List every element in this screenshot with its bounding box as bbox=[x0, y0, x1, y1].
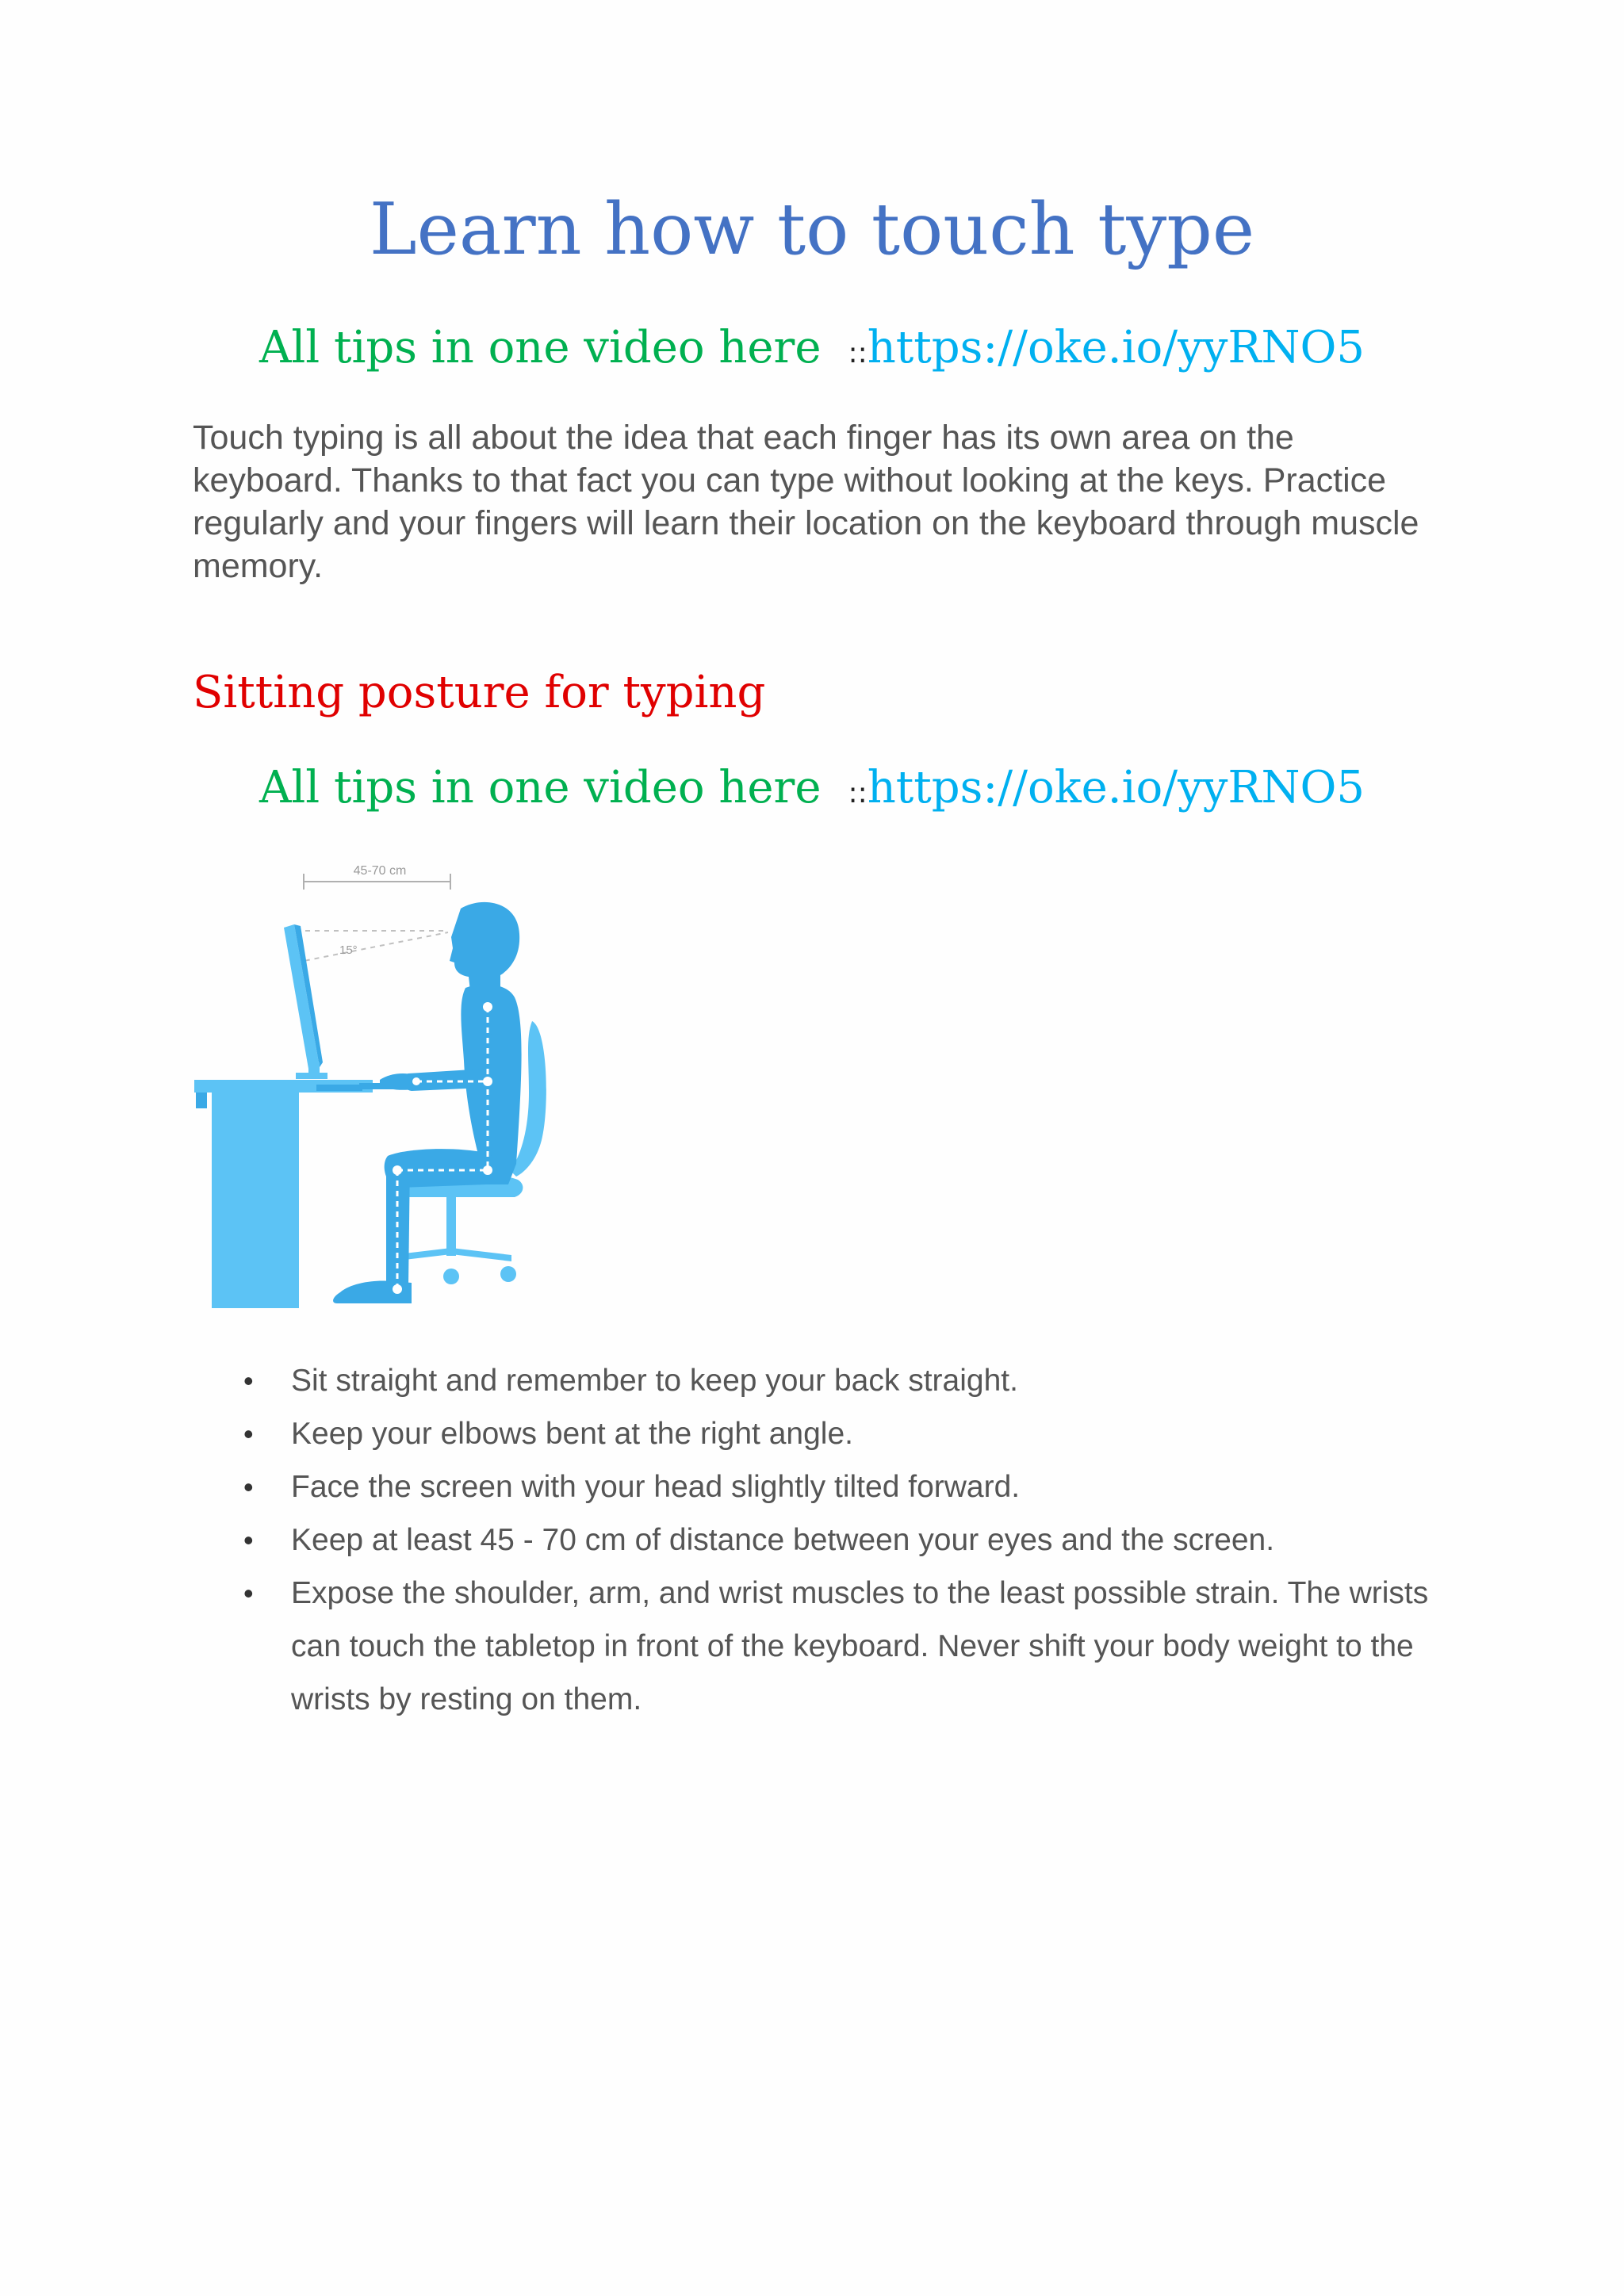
bullet-icon: • bbox=[243, 1524, 254, 1556]
bullet-icon: • bbox=[243, 1364, 254, 1397]
bullet-icon: • bbox=[243, 1577, 254, 1609]
list-item bbox=[238, 1460, 1435, 1513]
video-link-line bbox=[0, 321, 1624, 374]
video-link-url[interactable]: https://oke.io/yyRNO5 bbox=[867, 322, 1365, 373]
sitting-posture-illustration bbox=[193, 855, 573, 1311]
sight-lines bbox=[296, 931, 448, 962]
tip-text: Keep at least 45 - 70 cm of distance between your eyes and the screen. bbox=[291, 1523, 1275, 1557]
page-title: Learn how to touch type bbox=[369, 188, 1255, 271]
tip-text: Face the screen with your head slightly tilted forward. bbox=[291, 1470, 1021, 1504]
desk-icon bbox=[194, 1080, 373, 1308]
video-link-label: All tips in one video here bbox=[259, 762, 822, 813]
person-figure bbox=[333, 902, 522, 1303]
bullet-icon: • bbox=[243, 1471, 254, 1503]
video-link-url[interactable]: https://oke.io/yyRNO5 bbox=[867, 762, 1365, 813]
list-item bbox=[238, 1513, 1435, 1567]
list-item bbox=[238, 1354, 1435, 1407]
tip-text: Expose the shoulder, arm, and wrist muscles to the least possible strain. The wrists can touch the tabletop in front of the keyboard. Never shift your body weight to the wrists by resting on them. bbox=[291, 1576, 1429, 1716]
video-link-label: All tips in one video here bbox=[259, 322, 822, 373]
tip-text: Keep your elbows bent at the right angle. bbox=[291, 1417, 853, 1451]
section-heading: Sitting posture for typing bbox=[193, 667, 766, 718]
video-link-line-2 bbox=[0, 761, 1624, 814]
list-item bbox=[238, 1567, 1435, 1726]
angle-label: 15° bbox=[339, 943, 358, 957]
list-item bbox=[238, 1407, 1435, 1460]
bullet-icon: • bbox=[243, 1418, 254, 1450]
monitor-icon bbox=[284, 924, 327, 1079]
intro-paragraph: Touch typing is all about the idea that each finger has its own area on the keyboard. Thanks to that fact you can type without looking at the keys. Practice regularly and your fingers will learn their location on the keyboard through muscle memory. bbox=[193, 419, 1419, 585]
posture-tips-list bbox=[238, 1354, 1435, 1726]
video-link-separator: :: bbox=[848, 337, 868, 369]
tip-text: Sit straight and remember to keep your back straight. bbox=[291, 1364, 1018, 1398]
video-link-separator: :: bbox=[848, 777, 868, 809]
distance-label: 45-70 cm bbox=[353, 864, 407, 878]
